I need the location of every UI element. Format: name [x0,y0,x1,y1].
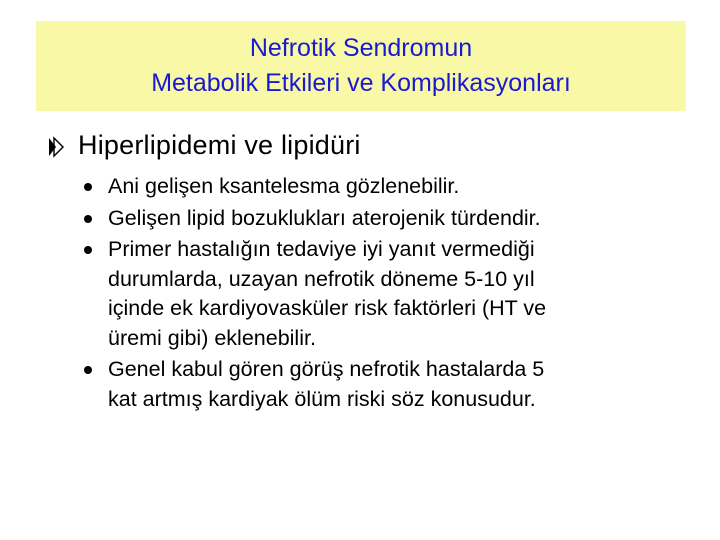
sub-bullet-line: Primer hastalığın tedaviye iyi yanıt vermediği [108,237,535,261]
sub-bullet-item [84,204,704,234]
sub-bullet-line: üremi gibi) eklenebilir. [108,325,316,350]
title-box [36,21,686,111]
sub-bullet-list [84,172,704,416]
sub-bullet-line: Gelişen lipid bozuklukları aterojenik türdendir. [108,205,541,230]
sub-bullet-line: kat artmış kardiyak ölüm riski söz konusudur. [108,386,536,411]
bullet-dot-icon [84,183,92,191]
bullet-dot-icon [84,215,92,223]
sub-bullet-line: içinde ek kardiyovasküler risk faktörleri (HT ve [108,296,547,320]
title-line-2: Metabolik Etkileri ve Komplikasyonları [151,69,571,97]
arrow-bullet-icon [44,136,66,158]
main-bullet [44,130,361,161]
sub-bullet-item [84,172,704,202]
main-bullet-text: Hiperlipidemi ve lipidüri [78,130,361,160]
bullet-dot-icon [84,246,92,254]
bullet-dot-icon [84,366,92,374]
sub-bullet-line: durumlarda, uzayan nefrotik döneme 5-10 yıl [108,266,535,291]
sub-bullet-item [84,235,704,353]
sub-bullet-item [84,355,704,414]
sub-bullet-line: Ani gelişen ksantelesma gözlenebilir. [108,174,460,198]
title-line-1: Nefrotik Sendromun [249,34,473,62]
sub-bullet-line: Genel kabul gören görüş nefrotik hastalarda 5 [108,357,545,381]
